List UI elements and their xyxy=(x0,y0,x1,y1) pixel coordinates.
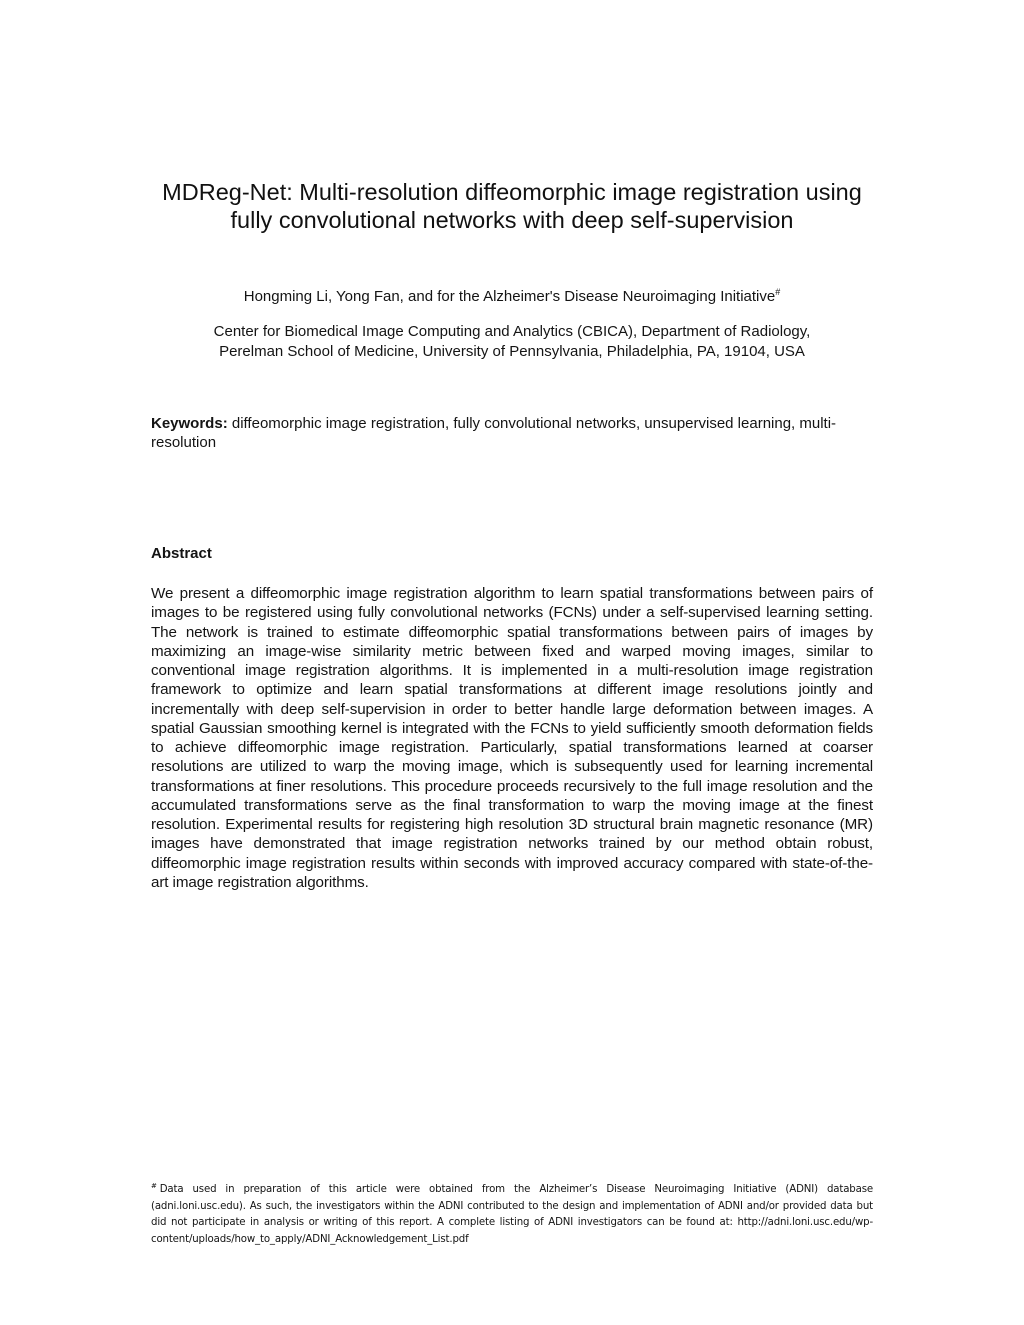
keywords-text: diffeomorphic image registration, fully convolutional networks, unsupervised learning, multi-resolution xyxy=(151,415,837,451)
abstract-body: We present a diffeomorphic image registration algorithm to learn spatial transformations between pairs of images to be registered using fully convolutional networks (FCNs) under a self-supervised learning setting. The network is trained to estimate diffeomorphic spatial transformations between pairs of images by maximizing an image-wise similarity metric between fixed and warped moving images, similar to conventional image registration algorithms. It is implemented in a multi-resolution image registration framework to optimize and learn spatial transformations at different image resolutions jointly and incrementally with deep self-supervision in order to better handle large deformation between images. A spatial Gaussian smoothing kernel is integrated with the FCNs to yield sufficiently smooth deformation fields to achieve diffeomorphic image registration. Particularly, spatial transformations learned at coarser resolutions are utilized to warp the moving image, which is subsequently used for learning incremental transformations at finer resolutions. This procedure proceeds recursively to the full image resolution and the accumulated transformations serve as the final transformation to warp the moving image at the finest resolution. Experimental results for registering high resolution 3D structural brain magnetic resonance (MR) images have demonstrated that image registration networks trained by our method obtain robust, diffeomorphic image registration results within seconds with improved accuracy compared with state-of-the-art image registration algorithms. xyxy=(151,585,873,891)
keywords-block xyxy=(151,414,876,452)
affiliation xyxy=(120,322,904,362)
author-list xyxy=(120,287,904,307)
authors-footnote-mark: # xyxy=(775,287,781,297)
abstract-heading: Abstract xyxy=(151,545,212,562)
footnote-mark: # xyxy=(151,1182,157,1190)
footnote xyxy=(151,1182,873,1248)
paper-title: MDReg-Net: Multi-resolution diffeomorphic image registration using fully convolutional networks with deep self-supervision xyxy=(162,179,862,233)
affiliation-line-2: Perelman School of Medicine, University of Pennsylvania, Philadelphia, PA, 19104, USA xyxy=(219,343,805,360)
footnote-text: Data used in preparation of this article were obtained from the Alzheimer’s Disease Neuroimaging Initiative (ADNI) database (adni.loni.usc.edu). As such, the investigators within the ADNI contributed to the design and implementation of ADNI and/or provided data but did not participate in analysis or writing of this report. A complete listing of ADNI investigators can be found at: http://adni.loni.usc.edu/wp-content/uploads/how_to_apply/ADNI_Acknowledgement_List.pdf xyxy=(151,1184,873,1245)
affiliation-line-1: Center for Biomedical Image Computing and Analytics (CBICA), Department of Radiology, xyxy=(213,323,811,340)
authors-text: Hongming Li, Yong Fan, and for the Alzheimer's Disease Neuroimaging Initiative xyxy=(243,288,776,305)
keywords-label: Keywords: xyxy=(151,415,228,432)
